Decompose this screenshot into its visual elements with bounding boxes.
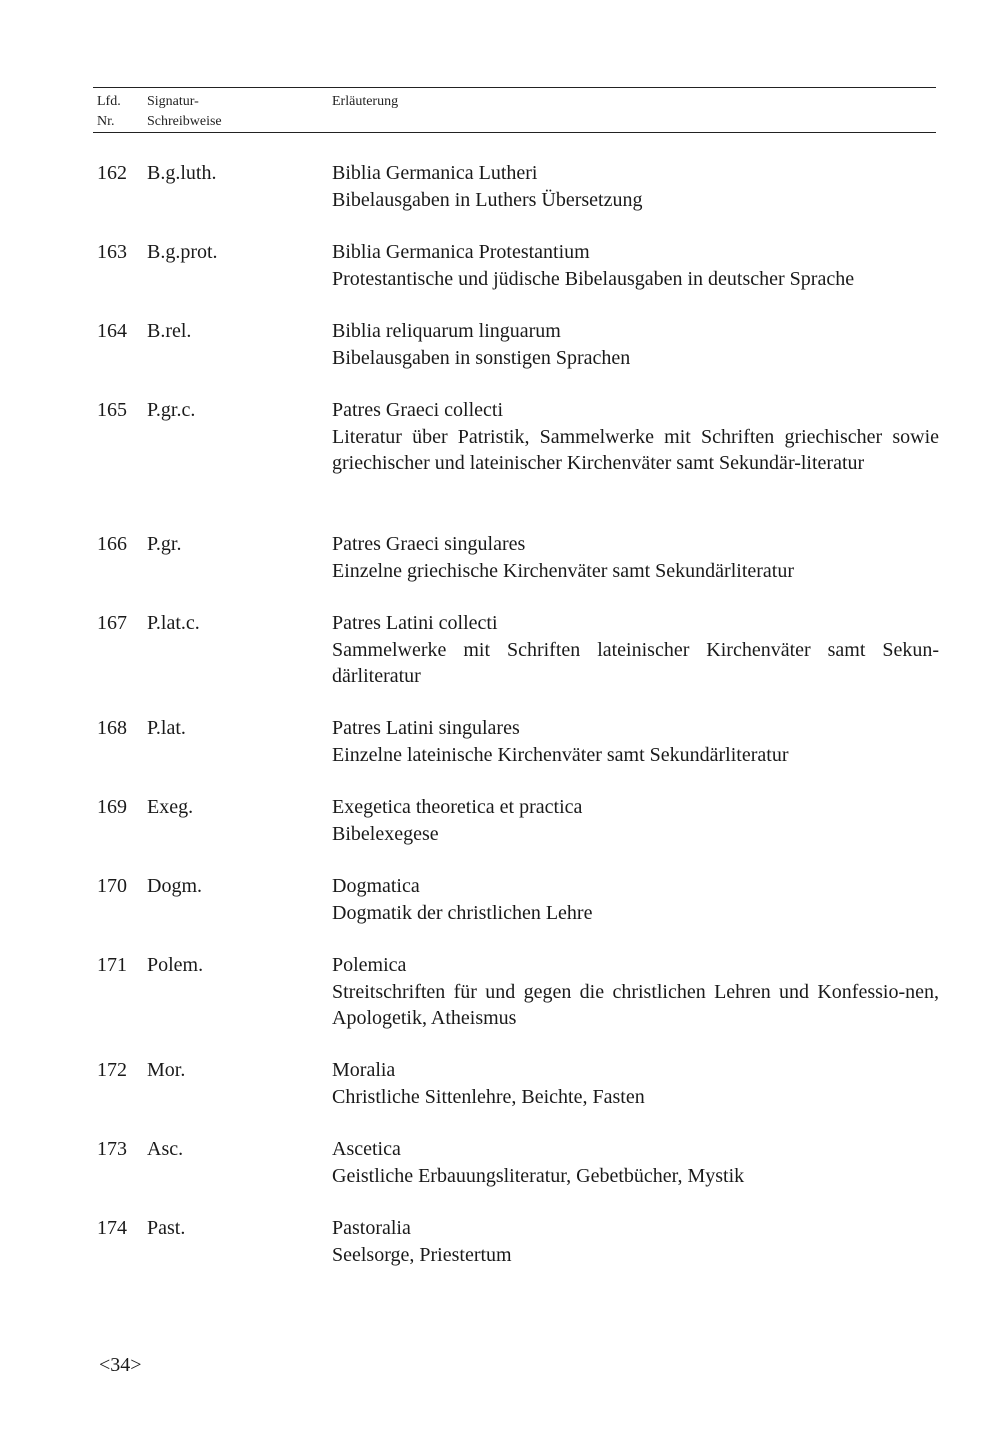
entry-description [332, 794, 939, 847]
entry-description [332, 715, 939, 768]
column-header-lfd-line1: Lfd. [97, 94, 121, 109]
entry-signature: Asc. [147, 1138, 184, 1160]
entry-title: Polemica [332, 954, 407, 976]
entry-title: Biblia Germanica Protestantium [332, 241, 590, 263]
entry-explanation: Bibelexegese [332, 822, 439, 845]
entry-title: Dogmatica [332, 875, 420, 897]
column-header-erlaeuterung [332, 92, 398, 112]
entry-signature: B.g.luth. [147, 162, 217, 184]
entry-explanation: Geistliche Erbauungsliteratur, Gebetbücher, Mystik [332, 1164, 745, 1187]
entry-title: Patres Latini singulares [332, 717, 520, 739]
entry-description [332, 160, 939, 213]
entry-number: 171 [97, 954, 127, 976]
entry-signature: P.lat.c. [147, 612, 200, 634]
entry-description [332, 318, 939, 371]
entry-number: 173 [97, 1138, 127, 1160]
column-header-sig-line2: Schreibweise [147, 114, 222, 129]
entry-description [332, 1136, 939, 1189]
entry-explanation: Bibelausgaben in Luthers Übersetzung [332, 188, 643, 211]
entry-signature: Exeg. [147, 796, 194, 818]
entry-description [332, 531, 939, 584]
column-header-erl-label: Erläuterung [332, 94, 399, 109]
entry-title: Moralia [332, 1059, 396, 1081]
entry-number: 165 [97, 399, 127, 421]
entry-number: 168 [97, 717, 127, 739]
entry-description [332, 610, 939, 690]
entry-explanation: Sammelwerke mit Schriften lateinischer Kirchenväter samt Sekun-därliteratur [332, 638, 939, 687]
entry-signature: Dogm. [147, 875, 202, 897]
entry-description [332, 1057, 939, 1110]
column-header-lfd-nr [97, 92, 121, 132]
entry-explanation: Einzelne griechische Kirchenväter samt Sekundärliteratur [332, 559, 795, 582]
entry-number: 172 [97, 1059, 127, 1081]
entry-title: Exegetica theoretica et practica [332, 796, 583, 818]
entry-signature: Polem. [147, 954, 204, 976]
entry-number: 166 [97, 533, 127, 555]
entry-title: Biblia Germanica Lutheri [332, 162, 538, 184]
entry-explanation: Seelsorge, Priestertum [332, 1243, 512, 1266]
entry-signature: P.lat. [147, 717, 186, 739]
entry-title: Patres Graeci singulares [332, 533, 526, 555]
entry-signature: Past. [147, 1217, 186, 1239]
entry-title: Pastoralia [332, 1217, 411, 1239]
column-header-signatur [147, 92, 317, 132]
column-header-sig-line1: Signatur- [147, 94, 199, 109]
entry-explanation: Christliche Sittenlehre, Beichte, Fasten [332, 1085, 645, 1108]
entry-number: 167 [97, 612, 127, 634]
entry-signature: B.rel. [147, 320, 192, 342]
entry-description [332, 873, 939, 926]
entry-signature: P.gr. [147, 533, 182, 555]
entry-number: 174 [97, 1217, 127, 1239]
entry-title: Patres Latini collecti [332, 612, 498, 634]
entry-number: 170 [97, 875, 127, 897]
entry-title: Ascetica [332, 1138, 401, 1160]
entry-explanation: Protestantische und jüdische Bibelausgaben in deutscher Sprache [332, 267, 855, 290]
header-rule-top [93, 87, 936, 88]
page-number: <34> [99, 1354, 142, 1376]
entry-number: 163 [97, 241, 127, 263]
entry-number: 164 [97, 320, 127, 342]
entry-signature: Mor. [147, 1059, 186, 1081]
entry-explanation: Bibelausgaben in sonstigen Sprachen [332, 346, 631, 369]
entry-explanation: Streitschriften für und gegen die christlichen Lehren und Konfessio-nen, Apologetik, Atheismus [332, 980, 939, 1029]
entry-signature: B.g.prot. [147, 241, 218, 263]
entry-explanation: Einzelne lateinische Kirchenväter samt Sekundärliteratur [332, 743, 789, 766]
entry-description [332, 397, 939, 477]
header-rule-bottom [93, 132, 936, 133]
entry-explanation: Literatur über Patristik, Sammelwerke mit Schriften griechischer sowie griechischer und lateinischer Kirchenväter samt Sekundär-literatur [332, 425, 939, 474]
column-header-lfd-line2: Nr. [97, 114, 115, 129]
entry-number: 169 [97, 796, 127, 818]
entry-description [332, 239, 939, 292]
entry-title: Patres Graeci collecti [332, 399, 504, 421]
entry-description [332, 952, 939, 1032]
entry-number: 162 [97, 162, 127, 184]
entry-title: Biblia reliquarum linguarum [332, 320, 561, 342]
entry-description [332, 1215, 939, 1268]
entry-explanation: Dogmatik der christlichen Lehre [332, 901, 593, 924]
entry-signature: P.gr.c. [147, 399, 196, 421]
